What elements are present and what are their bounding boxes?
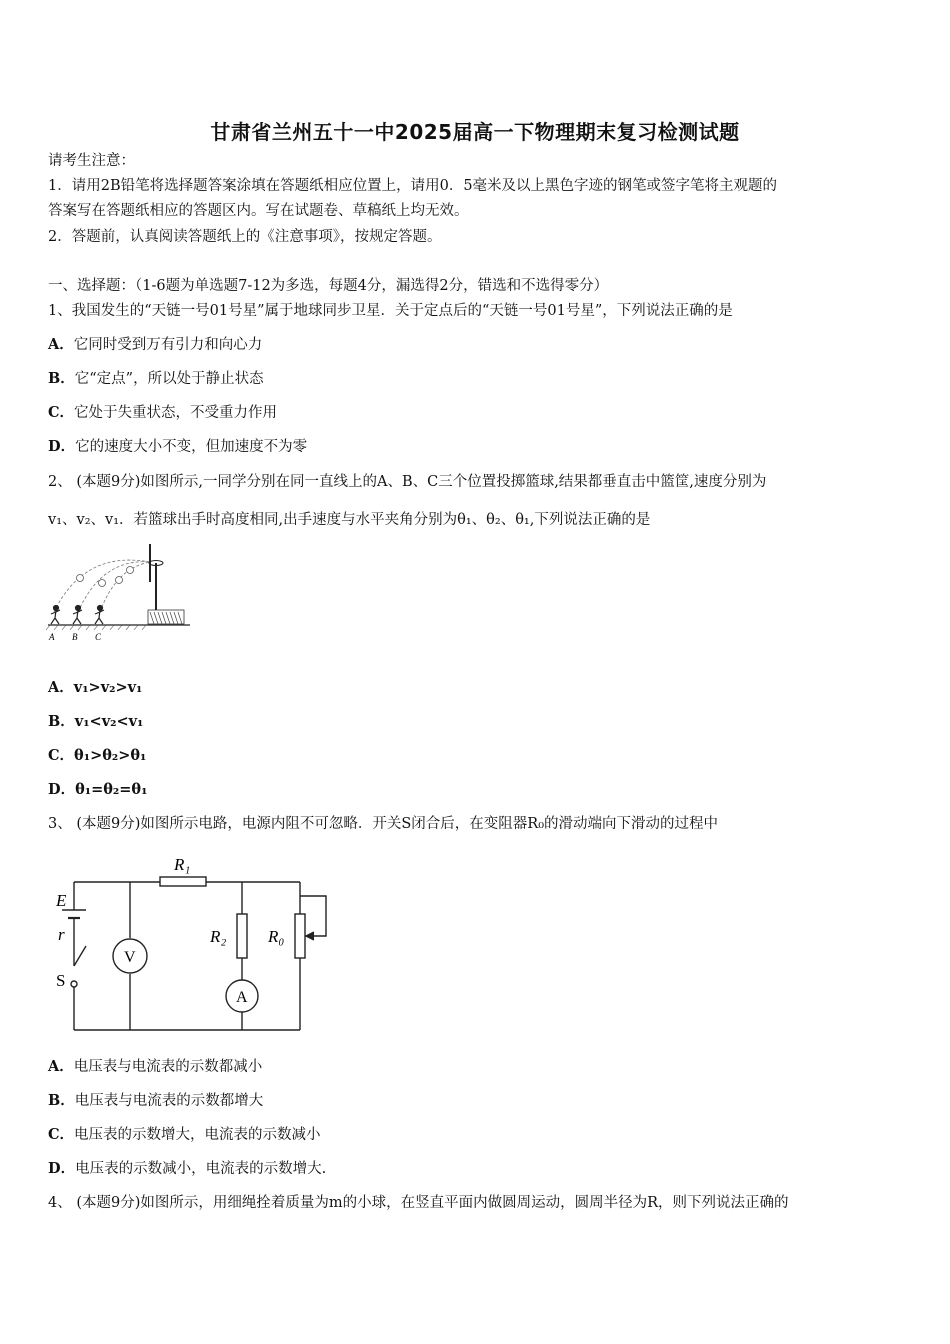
label-r2: R₂ (210, 927, 227, 946)
question-4-stem: 4、 (本题9分)如图所示，用细绳拴着质量为m的小球，在竖直平面内做圆周运动，圆周半径为R，则下列说法正确的 (48, 1195, 789, 1211)
question-3-option-a (48, 1057, 262, 1077)
question-1-stem: 1、我国发生的“天链一号01号星”属于地球同步卫星．关于定点后的“天链一号01号星”，下列说法正确的是 (48, 303, 733, 319)
question-1-option-d (48, 437, 307, 457)
notice-item-1-line-2: 答案写在答题纸相应的答题区内。写在试题卷、草稿纸上均无效。 (48, 203, 469, 219)
option-text: 它同时受到万有引力和向心力 (73, 337, 263, 353)
option-label: B． (48, 713, 75, 730)
question-2-option-b (48, 712, 143, 732)
label-e: E (56, 891, 67, 910)
option-text: θ₁=θ₂=θ₁ (75, 781, 148, 798)
basketball-figure (44, 540, 194, 646)
figure-label-c: C (95, 632, 102, 642)
option-label: D． (48, 781, 76, 798)
question-3-stem: 3、 (本题9分)如图所示电路，电源内阻不可忽略．开关S闭合后，在变阻器R₀的滑动端向下滑动的过程中 (48, 816, 719, 832)
option-label: B． (48, 370, 75, 387)
label-r: r (58, 925, 65, 944)
option-label: D． (48, 1160, 76, 1177)
notice-heading: 请考生注意： (48, 153, 135, 169)
figure-label-b: B (72, 632, 78, 642)
page-title: 甘肃省兰州五十一中2025届高一下物理期末复习检测试题 (210, 120, 740, 144)
option-text: 它的速度大小不变，但加速度不为零 (75, 439, 308, 455)
section-heading: 一、选择题：（1-6题为单选题7-12为多选，每题4分，漏选得2分，错选和不选得零分） (48, 278, 609, 294)
question-3-option-c (48, 1125, 321, 1145)
label-r0: R₀ (268, 927, 285, 946)
option-text: 电压表的示数增大，电流表的示数减小 (74, 1127, 321, 1143)
option-label: C． (48, 747, 75, 764)
question-2-option-a (48, 678, 142, 698)
question-1-option-a (48, 335, 262, 355)
option-text: 它“定点”，所以处于静止状态 (74, 371, 264, 387)
option-text: 电压表与电流表的示数都减小 (73, 1059, 263, 1075)
label-r1: R₁ (174, 855, 191, 874)
option-text: θ₁>θ₂>θ₁ (74, 747, 147, 764)
option-text: 它处于失重状态，不受重力作用 (74, 405, 278, 421)
question-2-stem-line-2: v₁、v₂、v₁．若篮球出手时高度相同,出手速度与水平夹角分别为θ₁、θ₂、θ₁,下列说法正确的是 (48, 512, 651, 528)
question-3-option-b (48, 1091, 263, 1111)
circuit-diagram (48, 846, 338, 1036)
option-label: B． (48, 1092, 75, 1109)
option-text: v₁<v₂<v₁ (74, 713, 144, 730)
label-s: S (56, 971, 66, 990)
option-label: D． (48, 438, 76, 455)
option-text: 电压表与电流表的示数都增大 (74, 1093, 264, 1109)
notice-item-2: 2．答题前，认真阅读答题纸上的《注意事项》，按规定答题。 (48, 229, 442, 245)
option-label: A． (48, 679, 74, 696)
question-3-option-d (48, 1159, 326, 1179)
option-text: v₁>v₂>v₁ (73, 679, 143, 696)
option-label: A． (48, 336, 74, 353)
option-label: A． (48, 1058, 74, 1075)
option-label: C． (48, 1126, 75, 1143)
label-voltmeter: V (124, 949, 136, 966)
question-1-option-c (48, 403, 277, 423)
label-ammeter: A (236, 989, 248, 1006)
question-2-option-c (48, 746, 146, 766)
notice-item-1-line-1: 1．请用2B铅笔将选择题答案涂填在答题纸相应位置上，请用0．5毫米及以上黑色字迹的钢笔或签字笔将主观题的 (48, 178, 778, 194)
option-label: C． (48, 404, 75, 421)
option-text: 电压表的示数减小，电流表的示数增大. (75, 1161, 327, 1177)
figure-label-a: A (49, 632, 55, 642)
question-2-stem-line-1: 2、 (本题9分)如图所示,一同学分别在同一直线上的A、B、C三个位置投掷篮球,结果都垂直击中篮筐,速度分别为 (48, 474, 767, 490)
question-2-option-d (48, 780, 147, 800)
question-1-option-b (48, 369, 264, 389)
